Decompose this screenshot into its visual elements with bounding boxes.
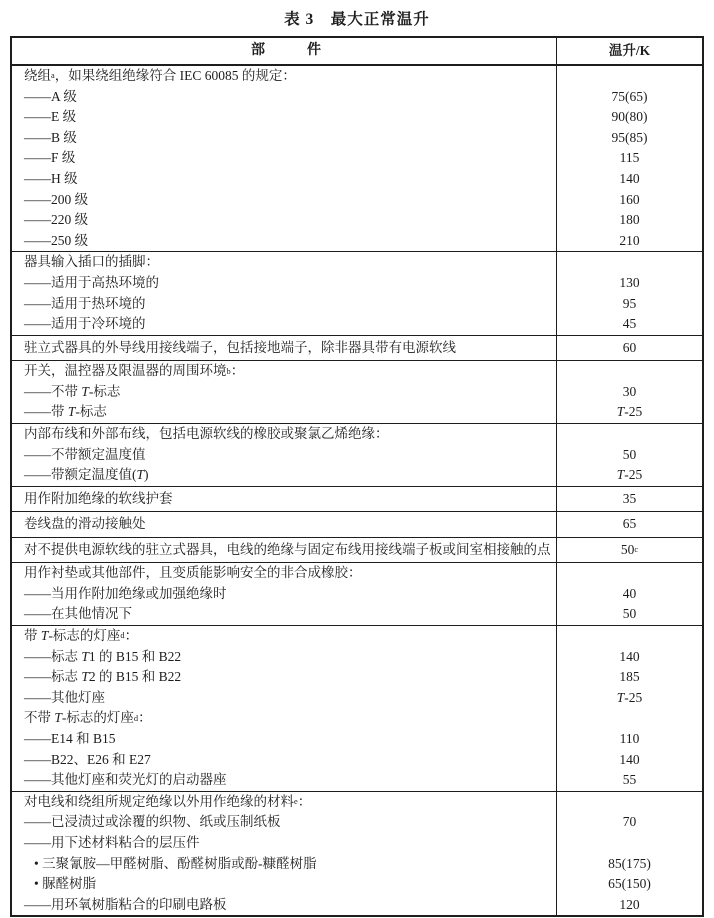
part-cell: ——用环氧树脂粘合的印刷电路板: [24, 896, 227, 912]
table-row: [12, 647, 702, 668]
part-cell: ——用下述材料粘合的层压件: [24, 835, 200, 850]
table-row: [12, 190, 702, 211]
value-cell: 140: [556, 750, 702, 771]
table-section: [12, 511, 702, 537]
table-section: [12, 625, 702, 791]
part-cell: ——250 级: [24, 232, 89, 248]
part-cell: ——其他灯座和荧光灯的启动器座: [24, 772, 227, 788]
value-cell: 45: [556, 314, 702, 335]
value-cell: 85(175): [556, 854, 702, 875]
part-cell: ——适用于冷环境的: [24, 316, 146, 332]
value-cell: [556, 66, 702, 87]
part-cell: ——B 级: [24, 129, 77, 145]
table-row: [12, 626, 702, 647]
header-part-column: 部 件: [251, 43, 321, 58]
table-section: [12, 486, 702, 512]
table-section: [12, 251, 702, 334]
part-cell: 对电线和绕组所规定绝缘以外用作绝缘的材料 e ：: [24, 793, 312, 809]
table-body: [12, 66, 702, 915]
table-row: [12, 402, 702, 423]
table-row: [12, 336, 702, 361]
table-row: [12, 874, 702, 895]
value-cell: T -25: [556, 402, 702, 423]
part-cell: ——B22、E26 和 E27: [24, 751, 151, 767]
part-cell: • 脲醛树脂: [34, 876, 97, 892]
table-row: [12, 667, 702, 688]
table-header-row: [12, 38, 702, 66]
value-cell: 35: [556, 487, 702, 512]
table-section: [12, 791, 702, 916]
table-row: [12, 210, 702, 231]
table-row: [12, 294, 702, 315]
part-cell: ——不带 T -标志: [24, 383, 121, 399]
table-row: [12, 445, 702, 466]
value-cell: 50: [556, 445, 702, 466]
value-cell: [556, 792, 702, 813]
table-row: [12, 750, 702, 771]
table-row: [12, 361, 702, 382]
part-cell: ——已浸渍过或涂覆的织物、纸或压制纸板: [24, 814, 281, 830]
table-row: [12, 688, 702, 709]
table-row: [12, 487, 702, 512]
value-cell: 120: [556, 895, 702, 916]
value-cell: T -25: [556, 688, 702, 709]
part-cell: 带 T -标志的灯座 d ：: [24, 628, 139, 644]
value-cell: 65: [556, 512, 702, 537]
table-row: [12, 729, 702, 750]
part-cell: ——200 级: [24, 191, 89, 207]
value-cell: 50: [556, 604, 702, 625]
table-row: [12, 424, 702, 445]
value-cell: 115: [556, 148, 702, 169]
part-cell: 内部布线和外部布线，包括电源软线的橡胶或聚氯乙烯绝缘：: [24, 426, 389, 441]
table-row: [12, 169, 702, 190]
value-cell: [556, 424, 702, 445]
table-row: [12, 584, 702, 605]
part-cell: ——F 级: [24, 150, 76, 166]
part-cell: ——E 级: [24, 109, 77, 125]
value-cell: 55: [556, 770, 702, 791]
table-row: [12, 833, 702, 854]
part-cell: ——其他灯座: [24, 689, 105, 705]
part-cell: 驻立式器具的外导线用接线端子，包括接地端子，除非器具带有电源软线: [24, 339, 456, 355]
part-cell: ——E14 和 B15: [24, 731, 116, 747]
table-row: [12, 128, 702, 149]
value-cell: 40: [556, 584, 702, 605]
value-cell: 50 c: [556, 538, 702, 563]
table-row: [12, 231, 702, 252]
value-cell: 30: [556, 382, 702, 403]
part-cell: ——标志 T 2 的 B15 和 B22: [24, 669, 182, 685]
part-cell: ——带额定温度值( T ): [24, 467, 149, 483]
value-cell: 90(80): [556, 107, 702, 128]
table-section: [12, 335, 702, 361]
table-row: [12, 107, 702, 128]
table-row: [12, 895, 702, 916]
table-section: [12, 66, 702, 251]
value-cell: 70: [556, 812, 702, 833]
value-cell: [556, 252, 702, 273]
table-section: [12, 537, 702, 563]
part-cell: 绕组 a ，如果绕组绝缘符合 IEC 60085 的规定：: [24, 68, 296, 83]
part-cell: 对不提供电源软线的驻立式器具，电线的绝缘与固定布线用接线端子板或间室相接触的点: [24, 541, 551, 557]
table-row: [12, 854, 702, 875]
part-cell: ——220 级: [24, 212, 89, 228]
value-cell: T -25: [556, 465, 702, 486]
value-cell: 140: [556, 169, 702, 190]
table-row: [12, 252, 702, 273]
table-row: [12, 708, 702, 729]
table-row: [12, 465, 702, 486]
table-row: [12, 382, 702, 403]
table-row: [12, 770, 702, 791]
part-cell: ——在其他情况下: [24, 606, 132, 622]
table-row: [12, 538, 702, 563]
value-cell: [556, 708, 702, 729]
table-row: [12, 87, 702, 108]
part-cell: ——不带额定温度值: [24, 446, 146, 462]
value-cell: 130: [556, 273, 702, 294]
part-cell: ——带 T -标志: [24, 404, 107, 420]
part-cell: ——标志 T 1 的 B15 和 B22: [24, 648, 182, 664]
part-cell: ——A 级: [24, 88, 77, 104]
value-cell: 65(150): [556, 874, 702, 895]
value-cell: 60: [556, 336, 702, 361]
part-cell: ——适用于高热环境的: [24, 274, 159, 290]
value-cell: [556, 626, 702, 647]
value-cell: [556, 833, 702, 854]
part-cell: • 三聚氰胺—甲醛树脂、酚醛树脂或酚-糠醛树脂: [34, 855, 317, 871]
value-cell: [556, 361, 702, 382]
table-row: [12, 314, 702, 335]
table-row: [12, 273, 702, 294]
table-section: [12, 562, 702, 625]
value-cell: 180: [556, 210, 702, 231]
table-row: [12, 604, 702, 625]
part-cell: ——H 级: [24, 170, 78, 186]
part-cell: ——适用于热环境的: [24, 295, 146, 311]
table-row: [12, 512, 702, 537]
part-cell: 用作附加绝缘的软线护套: [24, 490, 173, 506]
value-cell: 95: [556, 294, 702, 315]
value-cell: 210: [556, 231, 702, 252]
value-cell: 160: [556, 190, 702, 211]
value-cell: [556, 563, 702, 584]
table-row: [12, 66, 702, 87]
value-cell: 185: [556, 667, 702, 688]
table-title: 表 3 最大正常温升: [284, 11, 430, 28]
temperature-rise-table: [10, 36, 704, 917]
part-cell: 用作衬垫或其他部件，且变质能影响安全的非合成橡胶：: [24, 565, 362, 581]
table-row: [12, 792, 702, 813]
part-cell: 器具输入插口的插脚：: [24, 254, 159, 270]
table-row: [12, 563, 702, 584]
value-cell: 140: [556, 647, 702, 668]
table-section: [12, 423, 702, 486]
part-cell: ——当用作附加绝缘或加强绝缘时: [24, 585, 227, 601]
table-row: [12, 812, 702, 833]
value-cell: 95(85): [556, 128, 702, 149]
value-cell: 75(65): [556, 87, 702, 108]
table-row: [12, 148, 702, 169]
part-cell: 开关，温控器及限温器的周围环境 b ：: [24, 363, 245, 379]
part-cell: 卷线盘的滑动接触处: [24, 516, 146, 532]
header-rise-column: 温升/K: [556, 38, 702, 64]
table-section: [12, 360, 702, 423]
value-cell: 110: [556, 729, 702, 750]
part-cell: 不带 T -标志的灯座 d ：: [24, 710, 152, 726]
